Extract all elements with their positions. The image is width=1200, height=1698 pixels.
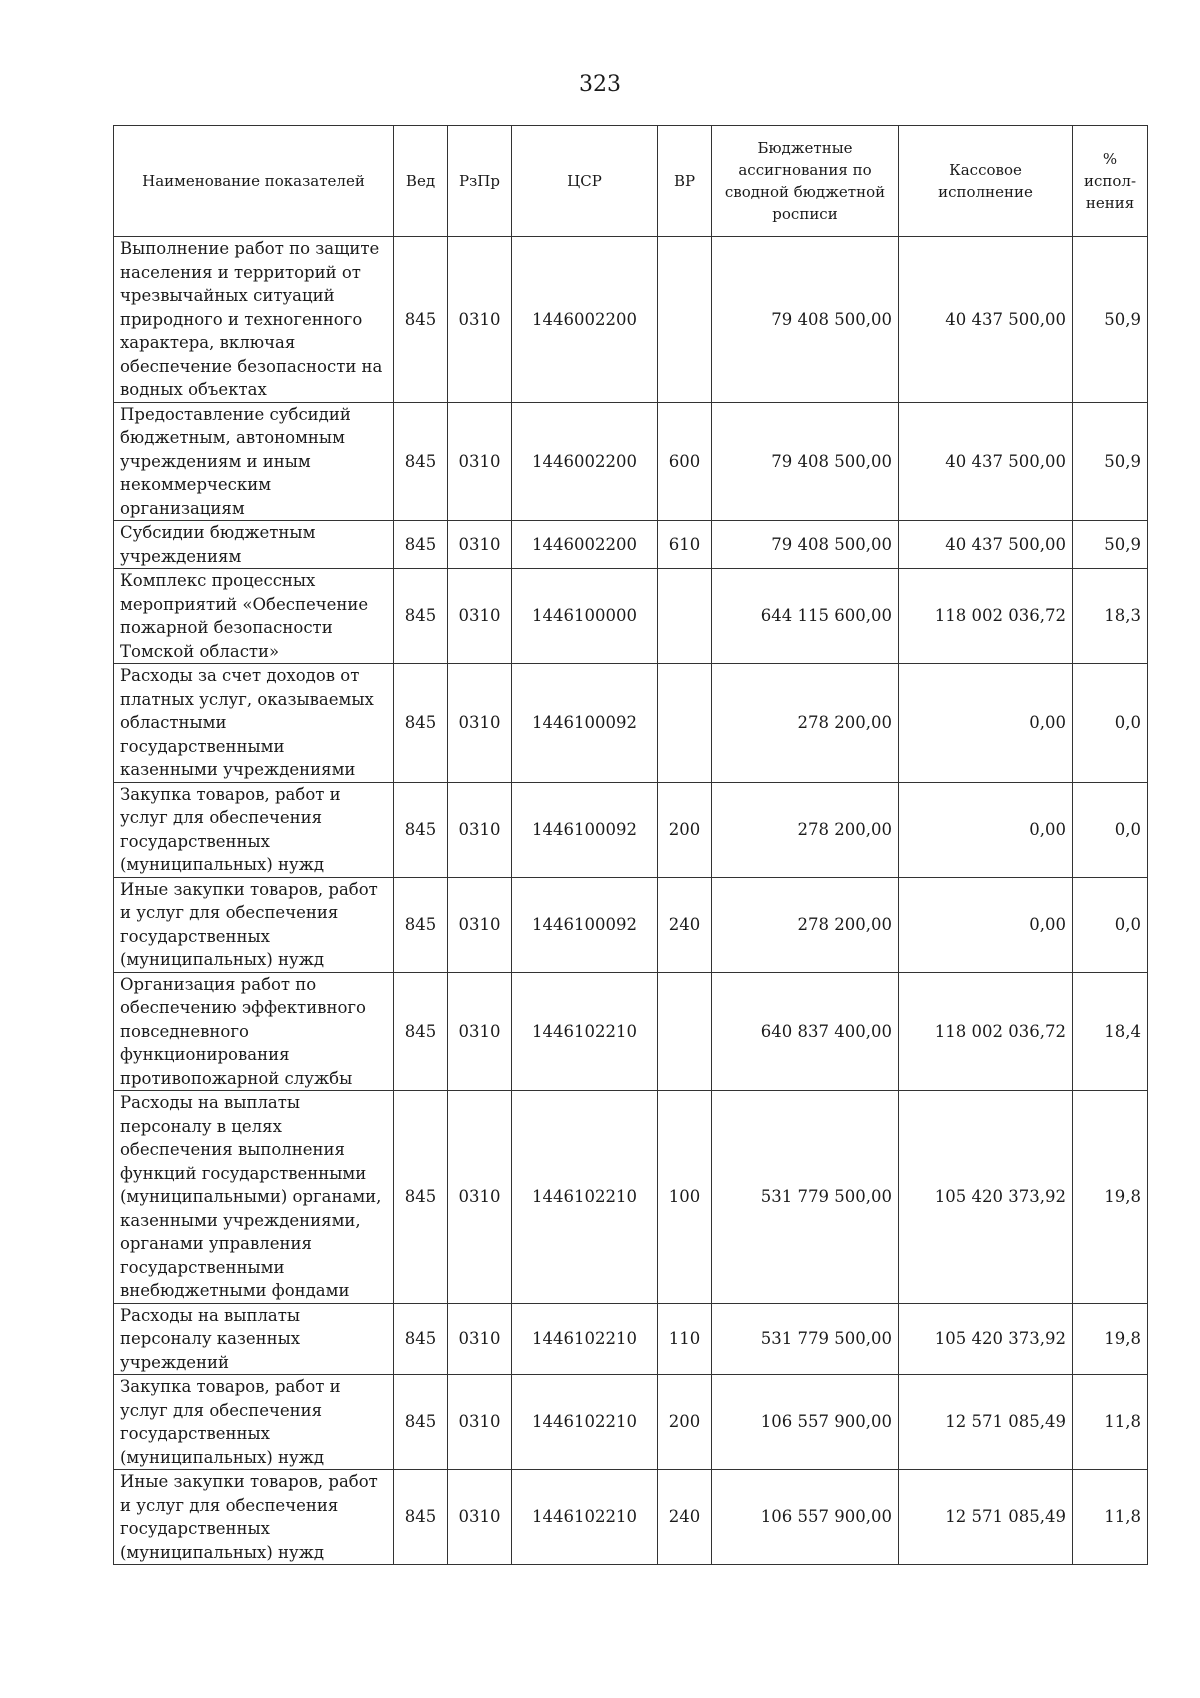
cell-rzpr: 0310 [448, 237, 512, 403]
table-row [114, 1470, 1148, 1565]
header-name: Наименование показателей [114, 126, 394, 237]
cell-csr: 1446002200 [512, 237, 658, 403]
header-csr: ЦСР [512, 126, 658, 237]
cell-ved: 845 [394, 402, 448, 521]
cell-csr: 1446100000 [512, 569, 658, 664]
cell-rzpr: 0310 [448, 569, 512, 664]
cell-execution-percent: 0,0 [1073, 782, 1148, 877]
cell-budget-allocations: 278 200,00 [712, 782, 899, 877]
cell-csr: 1446002200 [512, 521, 658, 569]
cell-budget-allocations: 278 200,00 [712, 877, 899, 972]
cell-csr: 1446100092 [512, 664, 658, 783]
cell-budget-allocations: 79 408 500,00 [712, 402, 899, 521]
header-cash-execution: Кассовое исполнение [899, 126, 1073, 237]
cell-cash-execution: 40 437 500,00 [899, 237, 1073, 403]
cell-cash-execution: 12 571 085,49 [899, 1375, 1073, 1470]
cell-ved: 845 [394, 972, 448, 1091]
cell-name: Иные закупки товаров, работ и услуг для обеспечения государственных (муниципальных) нужд [114, 1470, 394, 1565]
cell-cash-execution: 105 420 373,92 [899, 1091, 1073, 1304]
cell-budget-allocations: 531 779 500,00 [712, 1303, 899, 1375]
cell-name: Предоставление субсидий бюджетным, автономным учреждениям и иным некоммерческим организациям [114, 402, 394, 521]
page-number: 323 [579, 72, 621, 97]
header-rzpr: РзПр [448, 126, 512, 237]
cell-csr: 1446102210 [512, 1303, 658, 1375]
cell-rzpr: 0310 [448, 782, 512, 877]
table-row [114, 521, 1148, 569]
cell-rzpr: 0310 [448, 877, 512, 972]
cell-budget-allocations: 106 557 900,00 [712, 1470, 899, 1565]
cell-budget-allocations: 531 779 500,00 [712, 1091, 899, 1304]
cell-execution-percent: 11,8 [1073, 1375, 1148, 1470]
cell-ved: 845 [394, 569, 448, 664]
cell-vr [658, 569, 712, 664]
cell-csr: 1446100092 [512, 782, 658, 877]
cell-execution-percent: 18,4 [1073, 972, 1148, 1091]
cell-ved: 845 [394, 782, 448, 877]
cell-rzpr: 0310 [448, 664, 512, 783]
cell-rzpr: 0310 [448, 1375, 512, 1470]
cell-name: Расходы на выплаты персоналу в целях обеспечения выполнения функций государственными (муниципальными) органами, казенными учреждениями, органами управления государственными внебюджетными фондами [114, 1091, 394, 1304]
cell-cash-execution: 0,00 [899, 782, 1073, 877]
header-budget-allocations: Бюджетные ассигнования по сводной бюджетной росписи [712, 126, 899, 237]
cell-vr: 240 [658, 1470, 712, 1565]
cell-execution-percent: 50,9 [1073, 402, 1148, 521]
cell-vr: 600 [658, 402, 712, 521]
table-row [114, 972, 1148, 1091]
cell-ved: 845 [394, 1091, 448, 1304]
cell-vr [658, 237, 712, 403]
cell-rzpr: 0310 [448, 1091, 512, 1304]
table-row [114, 1303, 1148, 1375]
cell-ved: 845 [394, 664, 448, 783]
cell-rzpr: 0310 [448, 402, 512, 521]
cell-execution-percent: 18,3 [1073, 569, 1148, 664]
cell-cash-execution: 0,00 [899, 877, 1073, 972]
cell-vr: 240 [658, 877, 712, 972]
cell-rzpr: 0310 [448, 972, 512, 1091]
cell-name: Выполнение работ по защите населения и территорий от чрезвычайных ситуаций природного и техногенного характера, включая обеспечение безопасности на водных объектах [114, 237, 394, 403]
cell-ved: 845 [394, 877, 448, 972]
cell-vr [658, 972, 712, 1091]
cell-csr: 1446102210 [512, 1470, 658, 1565]
cell-cash-execution: 0,00 [899, 664, 1073, 783]
cell-vr: 200 [658, 1375, 712, 1470]
table-header-row [114, 126, 1148, 237]
table-body [114, 237, 1148, 1565]
cell-execution-percent: 0,0 [1073, 664, 1148, 783]
cell-budget-allocations: 278 200,00 [712, 664, 899, 783]
cell-budget-allocations: 106 557 900,00 [712, 1375, 899, 1470]
table-row [114, 569, 1148, 664]
table-row [114, 402, 1148, 521]
cell-csr: 1446100092 [512, 877, 658, 972]
cell-vr: 200 [658, 782, 712, 877]
cell-name: Расходы на выплаты персоналу казенных учреждений [114, 1303, 394, 1375]
cell-ved: 845 [394, 521, 448, 569]
cell-execution-percent: 19,8 [1073, 1303, 1148, 1375]
cell-ved: 845 [394, 1470, 448, 1565]
budget-execution-table [113, 125, 1148, 1565]
cell-csr: 1446102210 [512, 1375, 658, 1470]
cell-execution-percent: 19,8 [1073, 1091, 1148, 1304]
cell-ved: 845 [394, 237, 448, 403]
header-execution-percent: % испол-нения [1073, 126, 1148, 237]
cell-cash-execution: 105 420 373,92 [899, 1303, 1073, 1375]
cell-execution-percent: 0,0 [1073, 877, 1148, 972]
cell-budget-allocations: 79 408 500,00 [712, 521, 899, 569]
cell-name: Закупка товаров, работ и услуг для обеспечения государственных (муниципальных) нужд [114, 1375, 394, 1470]
table-row [114, 1375, 1148, 1470]
cell-execution-percent: 50,9 [1073, 521, 1148, 569]
cell-rzpr: 0310 [448, 1303, 512, 1375]
cell-cash-execution: 118 002 036,72 [899, 569, 1073, 664]
cell-rzpr: 0310 [448, 1470, 512, 1565]
cell-vr: 100 [658, 1091, 712, 1304]
cell-vr: 110 [658, 1303, 712, 1375]
cell-cash-execution: 40 437 500,00 [899, 402, 1073, 521]
table-row [114, 664, 1148, 783]
cell-vr: 610 [658, 521, 712, 569]
table-row [114, 1091, 1148, 1304]
cell-budget-allocations: 640 837 400,00 [712, 972, 899, 1091]
cell-execution-percent: 11,8 [1073, 1470, 1148, 1565]
header-vr: ВР [658, 126, 712, 237]
table-row [114, 782, 1148, 877]
cell-budget-allocations: 644 115 600,00 [712, 569, 899, 664]
cell-csr: 1446102210 [512, 1091, 658, 1304]
cell-name: Организация работ по обеспечению эффективного повседневного функционирования противопожарной службы [114, 972, 394, 1091]
cell-name: Субсидии бюджетным учреждениям [114, 521, 394, 569]
cell-name: Закупка товаров, работ и услуг для обеспечения государственных (муниципальных) нужд [114, 782, 394, 877]
cell-csr: 1446002200 [512, 402, 658, 521]
cell-ved: 845 [394, 1303, 448, 1375]
header-ved: Вед [394, 126, 448, 237]
table-row [114, 237, 1148, 403]
cell-vr [658, 664, 712, 783]
cell-name: Иные закупки товаров, работ и услуг для обеспечения государственных (муниципальных) нужд [114, 877, 394, 972]
cell-budget-allocations: 79 408 500,00 [712, 237, 899, 403]
cell-rzpr: 0310 [448, 521, 512, 569]
cell-execution-percent: 50,9 [1073, 237, 1148, 403]
cell-csr: 1446102210 [512, 972, 658, 1091]
table-row [114, 877, 1148, 972]
cell-name: Расходы за счет доходов от платных услуг, оказываемых областными государственными казенными учреждениями [114, 664, 394, 783]
cell-cash-execution: 118 002 036,72 [899, 972, 1073, 1091]
cell-cash-execution: 40 437 500,00 [899, 521, 1073, 569]
cell-cash-execution: 12 571 085,49 [899, 1470, 1073, 1565]
cell-name: Комплекс процессных мероприятий «Обеспечение пожарной безопасности Томской области» [114, 569, 394, 664]
cell-ved: 845 [394, 1375, 448, 1470]
